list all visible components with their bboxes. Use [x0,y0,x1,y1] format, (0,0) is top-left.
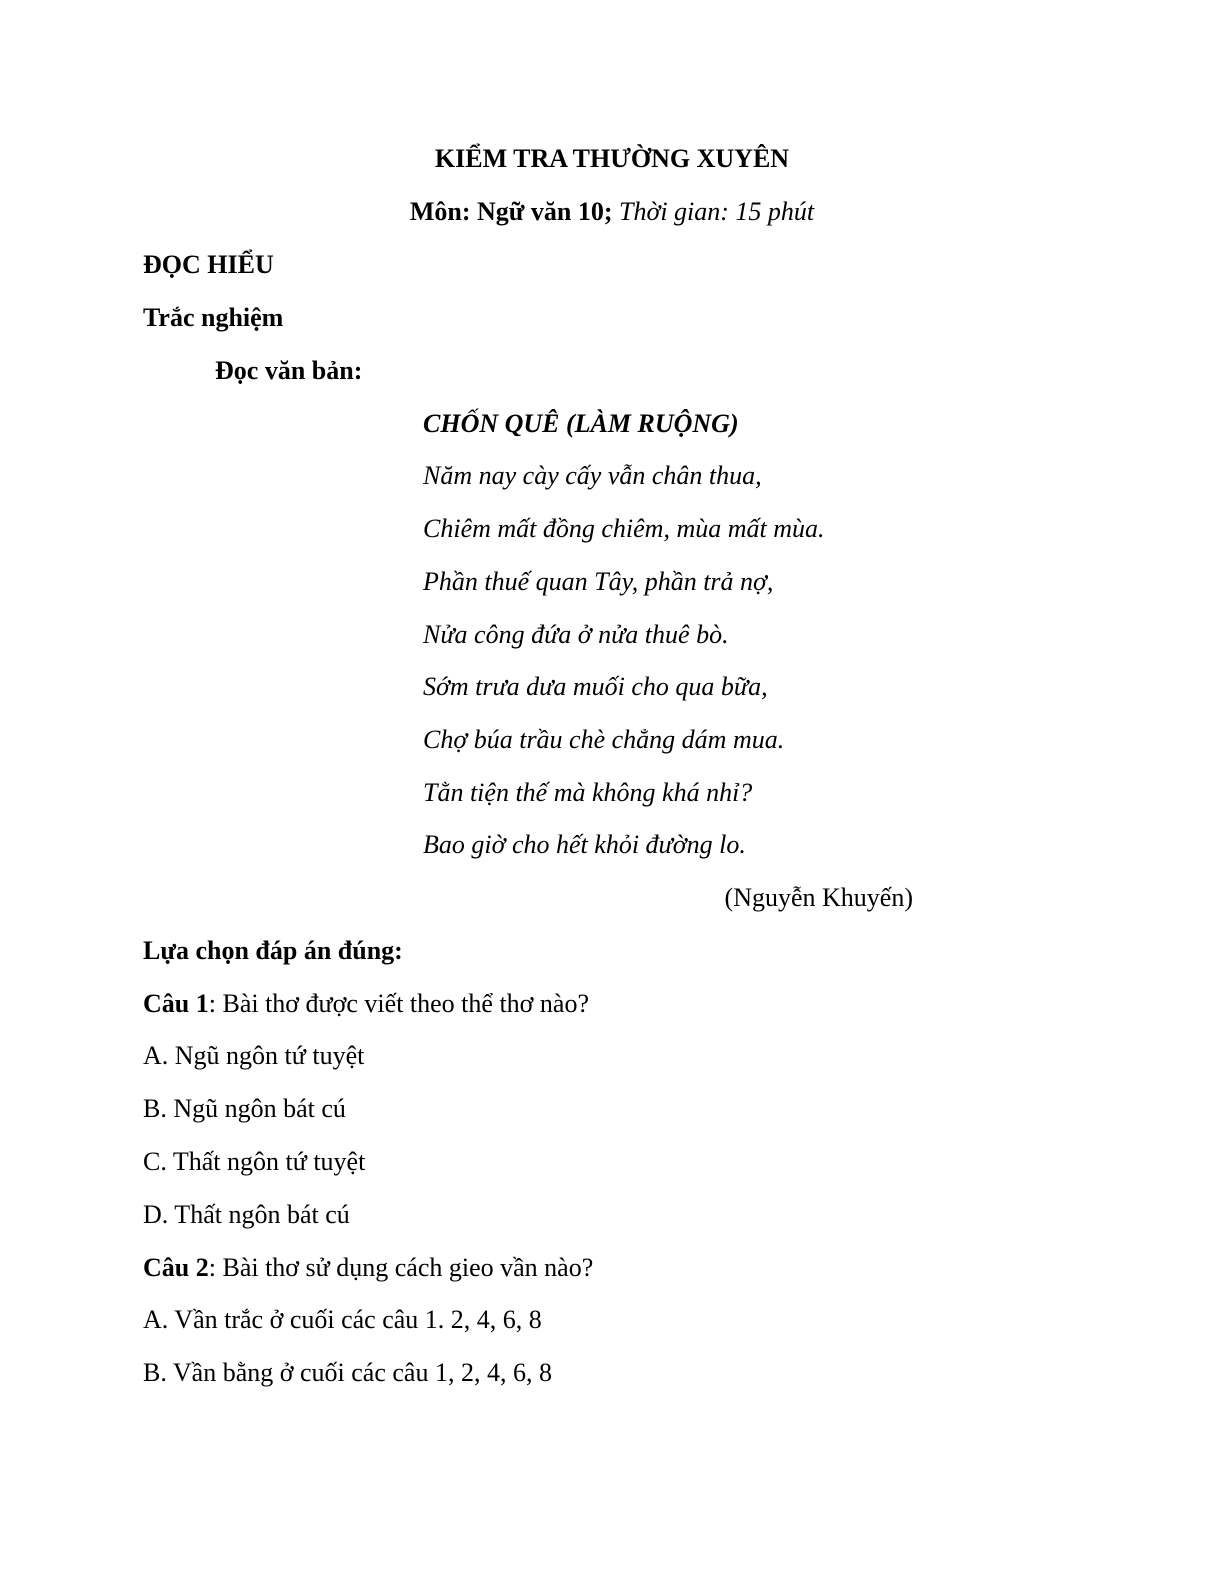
poem-line: Chợ búa trầu chè chẳng dám mua. [423,725,785,754]
poem-line: Sớm trưa dưa muối cho qua bữa, [423,672,768,701]
answer-option: B. Vần bằng ở cuối các câu 1, 2, 4, 6, 8 [143,1358,552,1387]
answer-option: A. Ngũ ngôn tứ tuyệt [143,1041,365,1070]
answer-option: B. Ngũ ngôn bát cú [143,1094,346,1123]
question-text: : Bài thơ sử dụng cách gieo vần nào? [208,1253,594,1282]
poem-line: Chiêm mất đồng chiêm, mùa mất mùa. [423,514,825,543]
question-2 [143,1252,593,1284]
answer-option: A. Vần trắc ở cuối các câu 1. 2, 4, 6, 8 [143,1305,542,1334]
poem-title: CHỐN QUÊ (LÀM RUỘNG) [423,409,739,438]
poem-line: Tằn tiện thế mà không khá nhỉ? [423,778,753,807]
question-1 [143,988,589,1020]
document-title: KIỂM TRA THƯỜNG XUYÊN [434,144,790,173]
answer-option: D. Thất ngôn bát cú [143,1200,350,1229]
poem-line: Phần thuế quan Tây, phần trả nợ, [423,567,774,596]
question-label: Câu 1 [143,989,209,1018]
poem-line: Bao giờ cho hết khỏi đường lo. [423,830,746,859]
read-instruction: Đọc văn bản: [215,356,363,385]
subject-label: Môn: Ngữ văn 10; [409,197,613,226]
question-text: : Bài thơ được viết theo thể thơ nào? [208,989,589,1018]
section-heading: ĐỌC HIỂU [143,250,274,279]
poem-author: (Nguyễn Khuyến) [724,883,913,912]
question-label: Câu 2 [143,1253,209,1282]
time-label: Thời gian: 15 phút [618,197,815,226]
section-subheading: Trắc nghiệm [143,303,284,332]
answer-option: C. Thất ngôn tứ tuyệt [143,1147,366,1176]
subject-line [0,196,1224,228]
poem-line: Năm nay cày cấy vẫn chân thua, [423,461,762,490]
poem-line: Nửa công đứa ở nửa thuê bò. [423,620,729,649]
quiz-instruction: Lựa chọn đáp án đúng: [143,936,403,965]
